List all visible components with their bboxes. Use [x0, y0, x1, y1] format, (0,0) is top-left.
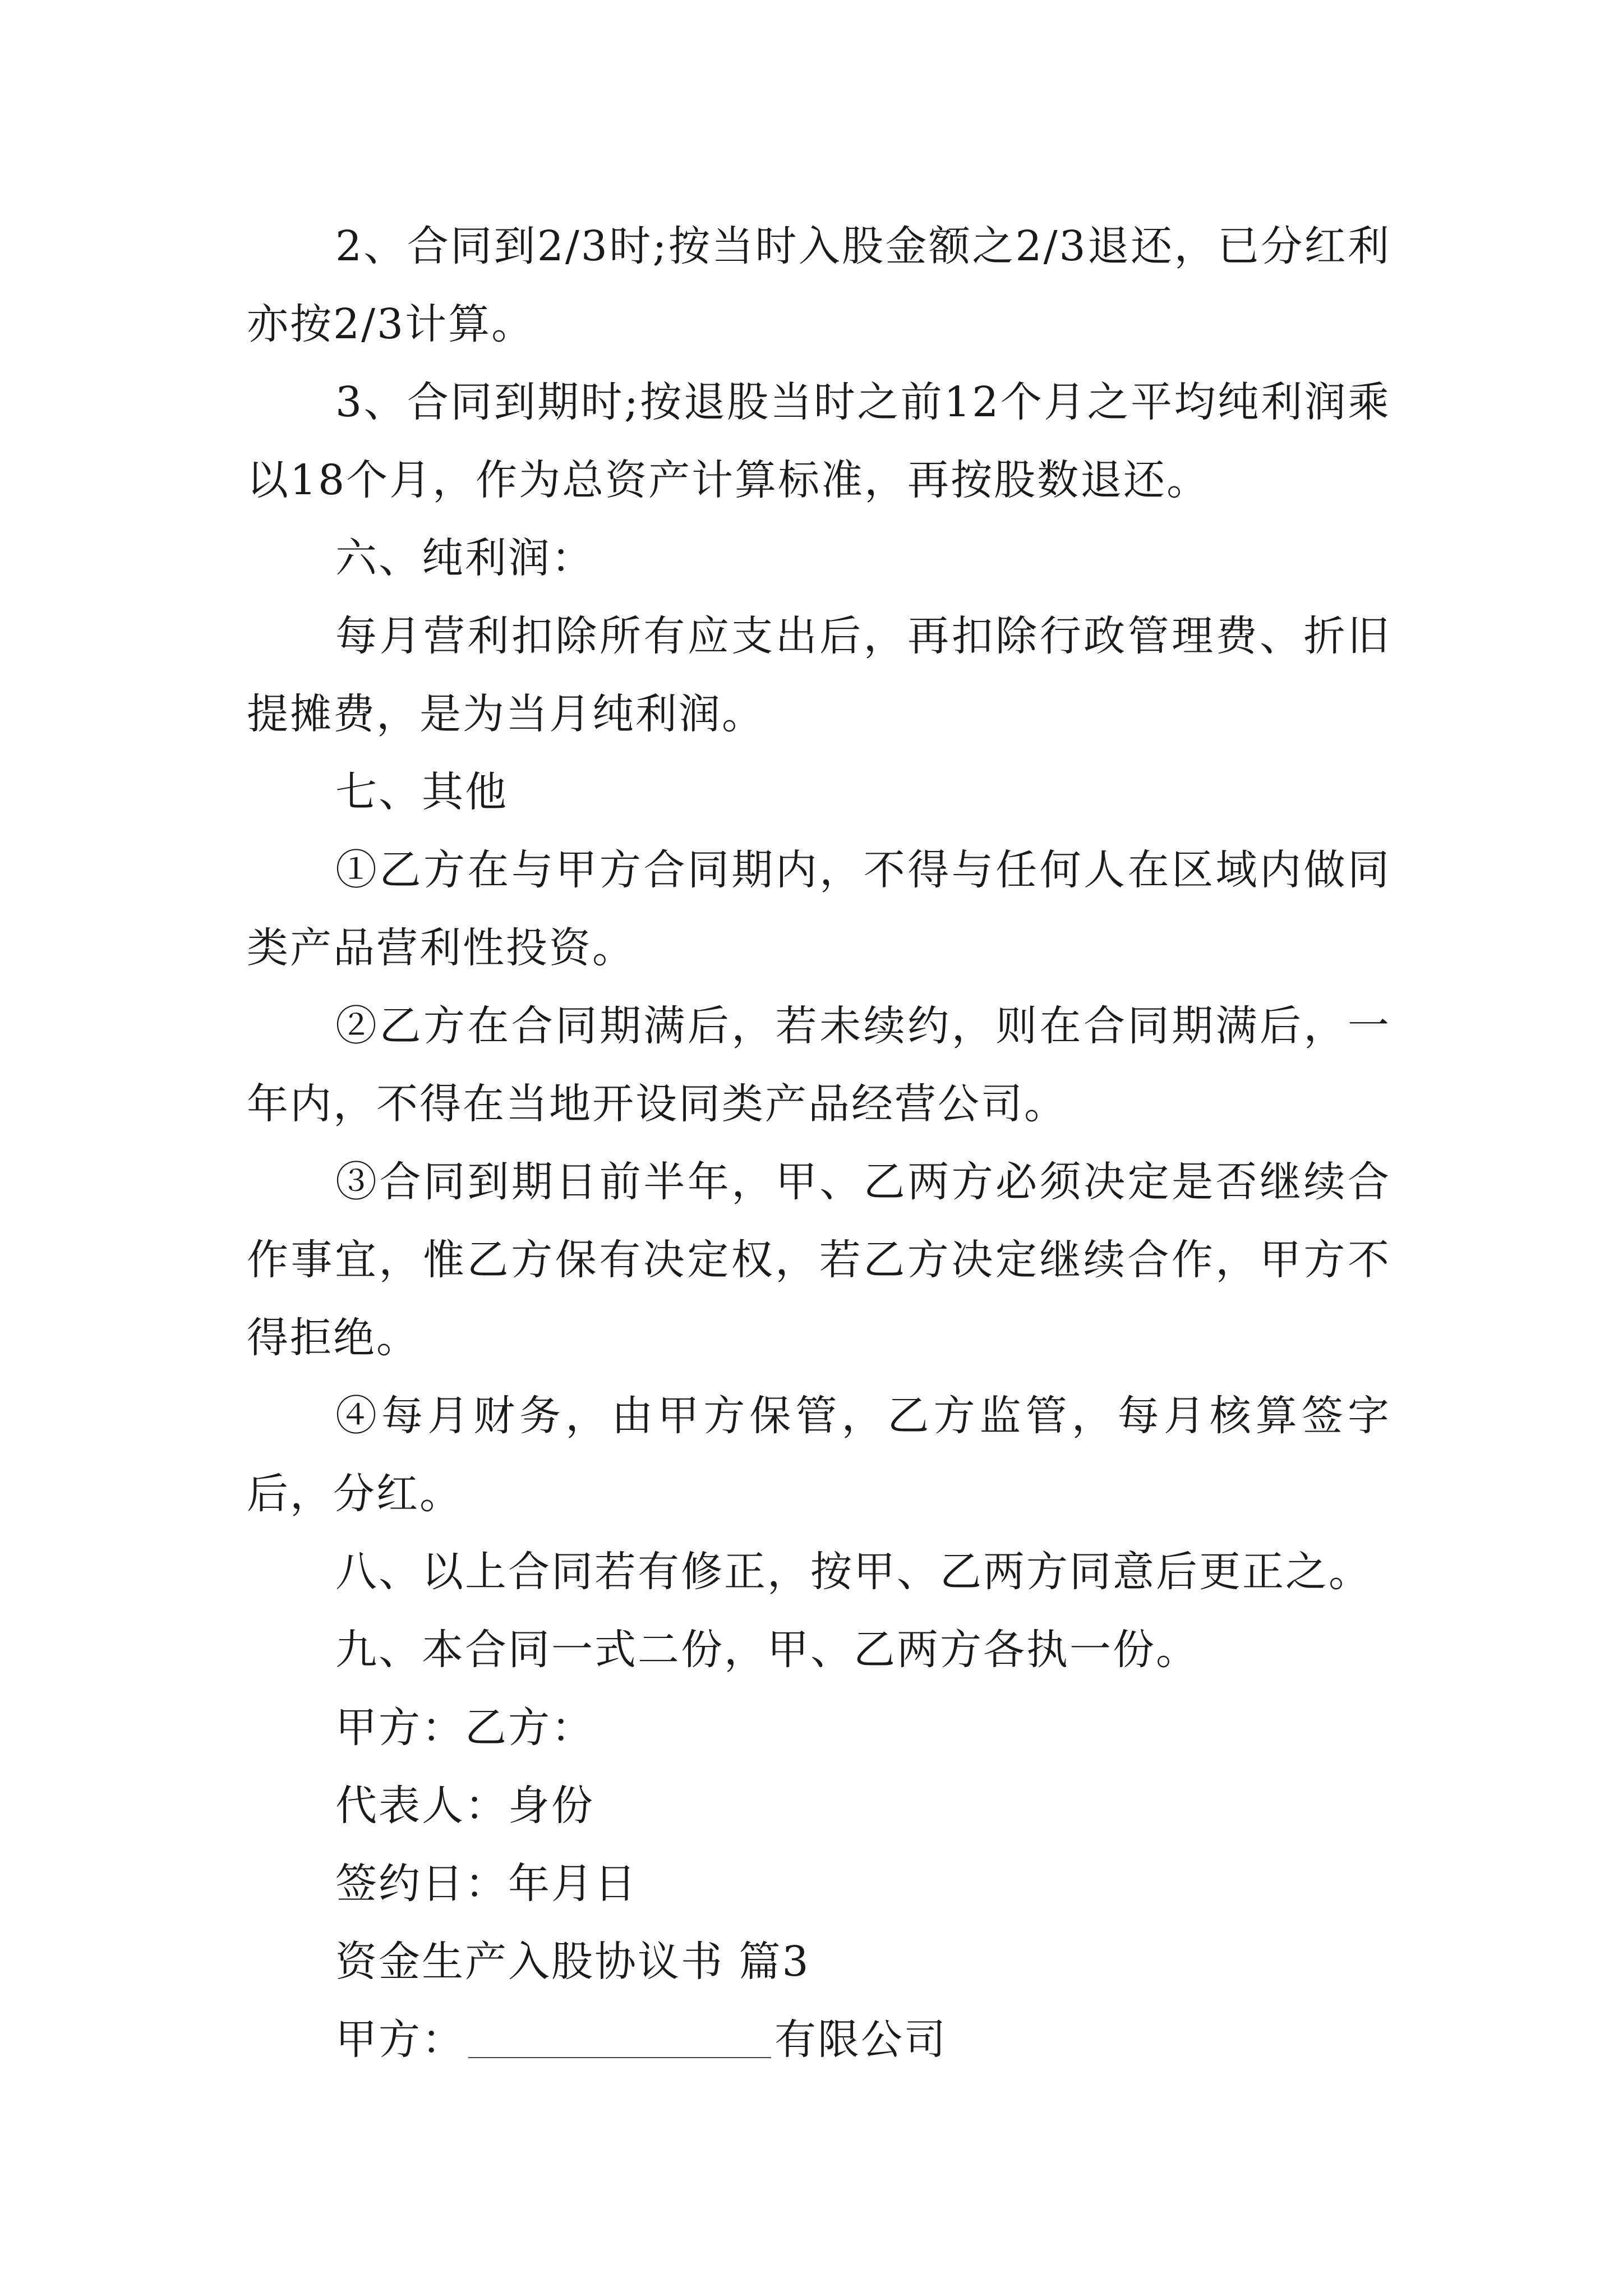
- party-a-line: [247, 2001, 1391, 2079]
- heading-net-profit: 六、纯利润：: [335, 534, 594, 582]
- document-body: [247, 208, 1391, 2079]
- party-a-blank: [468, 2016, 771, 2058]
- party-a-company-suffix: 有限公司: [774, 2016, 947, 2064]
- list-item-2: ②乙方在合同期满后，若未续约，则在合同期满后，一年内，不得在当地开设同类产品经营公司。: [247, 1002, 1391, 1128]
- clause-copies: 九、本合同一式二份，甲、乙两方各执一份。: [335, 1626, 1199, 1674]
- list-item-3: ③合同到期日前半年，甲、乙两方必须决定是否继续合作事宜，惟乙方保有决定权，若乙方决定继续合作，甲方不得拒绝。: [247, 1158, 1391, 1362]
- list-item-4: ④每月财务，由甲方保管，乙方监管，每月核算签字后，分红。: [247, 1392, 1391, 1518]
- signature-date: 签约日：年月日: [335, 1860, 638, 1908]
- party-a-label: 甲方：: [335, 2016, 465, 2064]
- section-title: 资金生产入股协议书 篇3: [335, 1938, 810, 1986]
- clause-amendment: 八、以上合同若有修正，按甲、乙两方同意后更正之。: [335, 1548, 1372, 1596]
- list-item-1: ①乙方在与甲方合同期内，不得与任何人在区域内做同类产品营利性投资。: [247, 846, 1391, 972]
- paragraph-refund-two-thirds: 2、合同到2/3时;按当时入股金额之2/3退还，已分红利亦按2/3计算。: [247, 222, 1391, 348]
- heading-other: 七、其他: [335, 768, 508, 816]
- paragraph-refund-expiry: 3、合同到期时;按退股当时之前12个月之平均纯利润乘以18个月，作为总资产计算标准，再按股数退还。: [247, 378, 1391, 504]
- paragraph-net-profit: 每月营利扣除所有应支出后，再扣除行政管理费、折旧提摊费，是为当月纯利润。: [247, 612, 1391, 738]
- signature-parties: 甲方：乙方：: [335, 1704, 594, 1752]
- signature-representative: 代表人：身份: [335, 1782, 594, 1830]
